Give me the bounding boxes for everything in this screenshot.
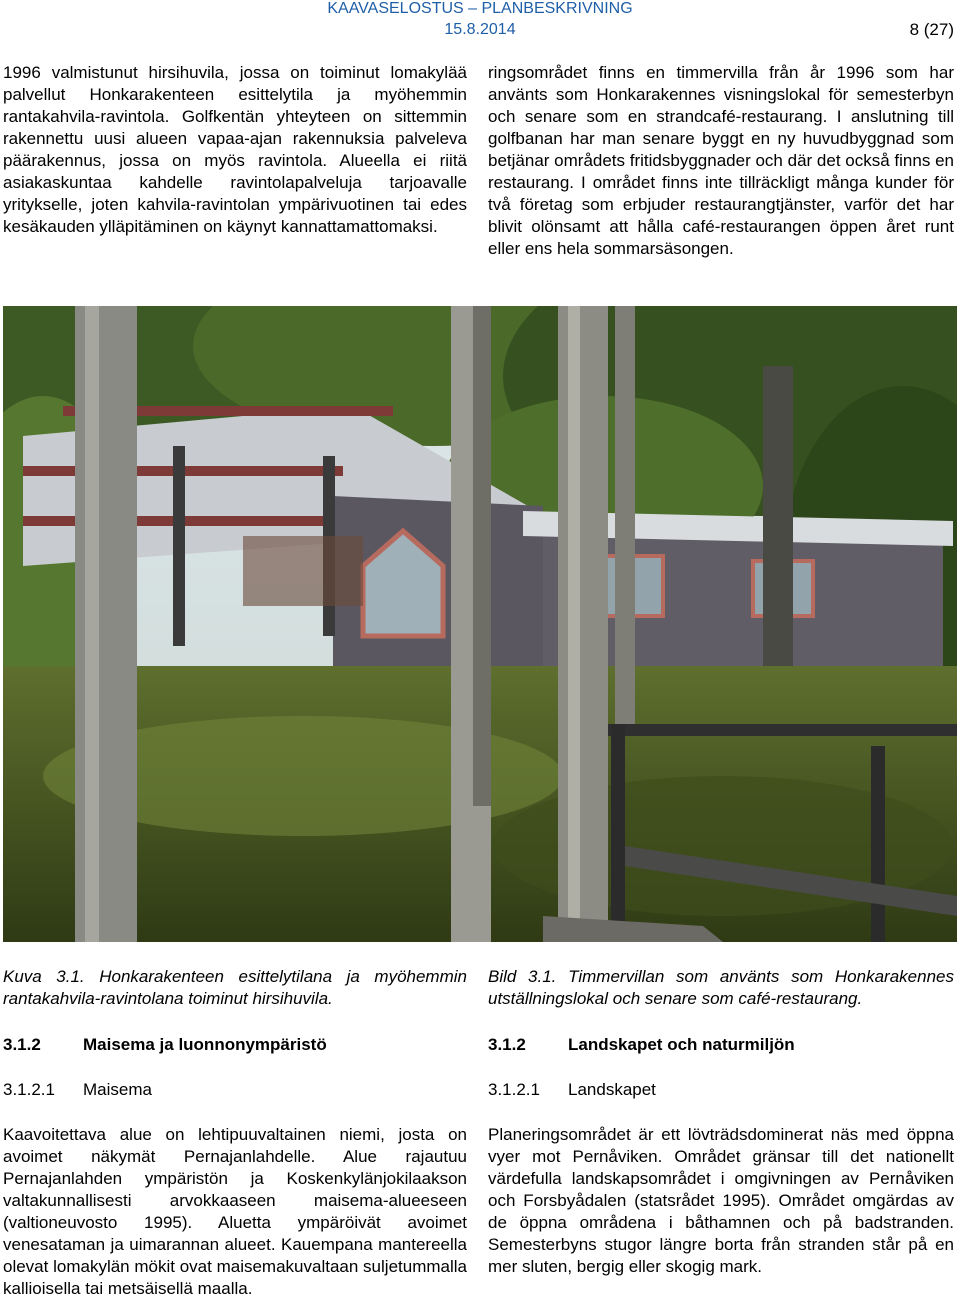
document-date: 15.8.2014 [444,21,516,38]
figure-caption-sv: Bild 3.1. Timmervillan som använts som Honkarakennes utställningslokal och senare som café-restaurang. [488,967,954,1008]
subsection-number: 3.1.2.1 [3,1080,55,1099]
intro-paragraph-fi: 1996 valmistunut hirsihuvila, jossa on toiminut lomakylää palvellut Honkarakenteen esittelytila ja myöhemmin rantakahvila-ravintola. Golfkentän yhteyteen on sittemmin rakennettu uusi alueen vapaa-ajan rakennuksia palveleva päärakennus, jossa on myös ravintola. Alueella ei riitä asiakaskuntaa kahdelle ravintolapalveluja tarjoavalle yritykselle, joten kahvila-ravintolan ympärivuotinen tai edes kesäkauden ylläpitäminen on käynyt kannattamattomaksi. [3,63,467,236]
subsection-heading-fi [3,1080,152,1100]
subsection-title: Landskapet [568,1080,656,1099]
section-number: 3.1.2 [488,1035,526,1054]
document-title: KAAVASELOSTUS – PLANBESKRIVNING [327,0,633,17]
subsection-heading-sv [488,1080,656,1100]
section-title: Landskapet och naturmiljön [568,1035,795,1054]
landscape-paragraph-fi: Kaavoitettava alue on lehtipuuvaltainen niemi, josta on avoimet näkymät Pernajanlahdelle. Alue rajautuu Pernajanlahden ympäristön ja Koskenkylänjokilaakson valtakunnallisesti arvokkaaseen maisema-alueeseen (valtioneuvosto 1995). Aluetta ympäröivät avoimet venesataman ja uimarannan alueet. Kauempana mantereella olevat lomakylän mökit ovat maisemakuvaltaan suljetummalla kallioisella tai metsäisellä maalla. [3,1125,467,1298]
intro-paragraph-sv: ringsområdet finns en timmervilla från år 1996 som har använts som Honkarakennes visningslokal för semesterbyn och senare som en strandcafé-restaurang. I anslutning till golfbanan har man senare byggt en ny huvudbyggnad som betjänar områdets fritidsbyggnader och där det också finns en restaurang. I området finns inte tillräckligt många kunder för två företag som erbjuder restaurangtjänster, varför det har blivit olönsamt att hålla café-restaurangen öppen året runt eller ens hela sommarsäsongen. [488,63,954,258]
figure-caption-fi: Kuva 3.1. Honkarakenteen esittelytilana ja myöhemmin rantakahvila-ravintolana toiminut hirsihuvila. [3,967,467,1008]
page-number: 8 (27) [909,20,954,39]
photo-log-villa [3,306,957,942]
section-heading-sv [488,1035,795,1055]
section-heading-fi [3,1035,327,1055]
subsection-title: Maisema [83,1080,152,1099]
section-number: 3.1.2 [3,1035,41,1054]
page-header [0,0,960,44]
section-title: Maisema ja luonnonympäristö [83,1035,327,1054]
landscape-paragraph-sv: Planeringsområdet är ett lövträdsdominerat näs med öppna vyer mot Pernåviken. Området gränsar till det nationellt värdefulla landskapsområdet i omgivningen av Pernåviken och Forsbyådalen (statsrådet 1995). Området omgärdas av de öppna områdena i båthamnen och på badstranden. Semesterbyns stugor längre borta från stranden står på en mer sluten, bergig eller skogig mark. [488,1125,954,1276]
subsection-number: 3.1.2.1 [488,1080,540,1099]
